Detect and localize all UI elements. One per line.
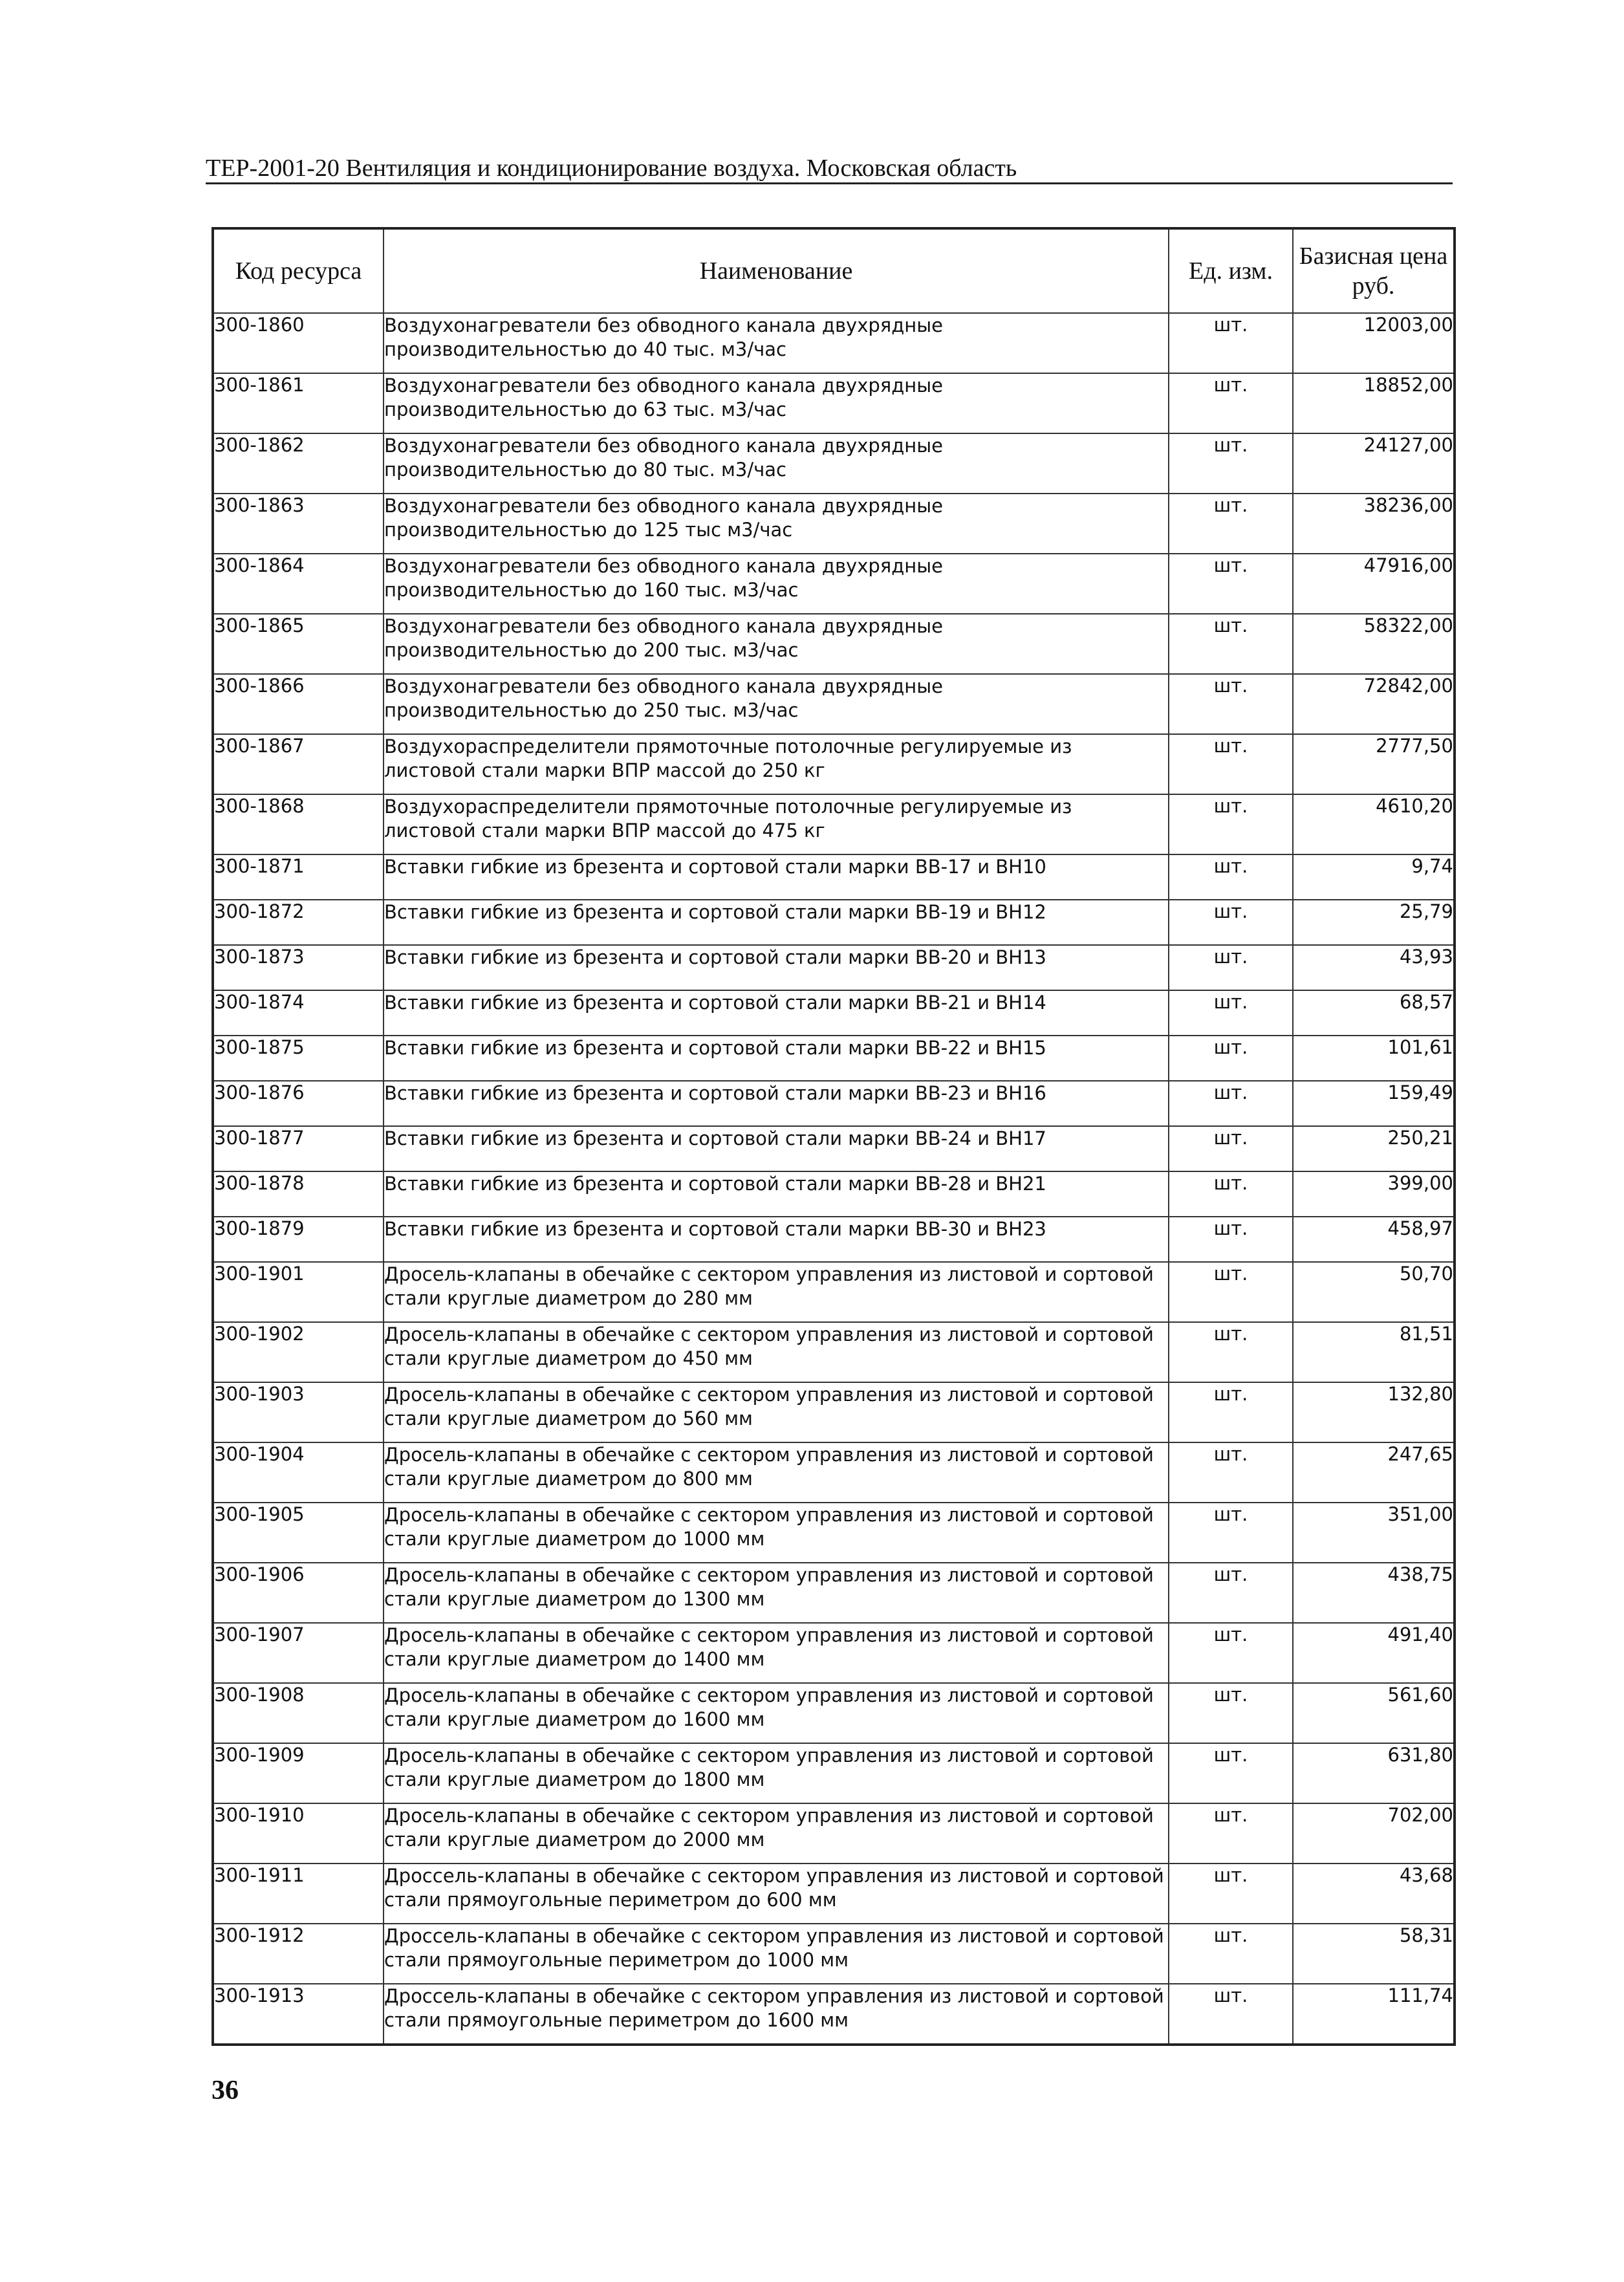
cell-code: 300-1874 bbox=[213, 990, 384, 1036]
cell-code: 300-1904 bbox=[213, 1442, 384, 1503]
table-row bbox=[213, 794, 1455, 854]
cell-name: Дросель-клапаны в обечайке с сектором управления из листовой и сортовой стали круглые диаметром до 1300 мм bbox=[384, 1563, 1169, 1623]
cell-code: 300-1868 bbox=[213, 794, 384, 854]
cell-name: Дроссель-клапаны в обечайке с сектором управления из листовой и сортовой стали прямоугольные периметром до 1600 мм bbox=[384, 1984, 1169, 2045]
table-row bbox=[213, 554, 1455, 614]
cell-price: 561,60 bbox=[1293, 1683, 1455, 1743]
table-row bbox=[213, 854, 1455, 900]
cell-code: 300-1867 bbox=[213, 734, 384, 794]
cell-price: 50,70 bbox=[1293, 1262, 1455, 1322]
cell-code: 300-1910 bbox=[213, 1803, 384, 1864]
cell-name: Дросель-клапаны в обечайке с сектором управления из листовой и сортовой стали круглые диаметром до 1600 мм bbox=[384, 1683, 1169, 1743]
table-row bbox=[213, 1322, 1455, 1382]
cell-name: Вставки гибкие из брезента и сортовой стали марки ВВ-19 и ВН12 bbox=[384, 900, 1169, 945]
cell-name: Дросель-клапаны в обечайке с сектором управления из листовой и сортовой стали круглые диаметром до 1400 мм bbox=[384, 1623, 1169, 1683]
table-row bbox=[213, 1743, 1455, 1803]
page-number: 36 bbox=[211, 2076, 239, 2105]
cell-code: 300-1905 bbox=[213, 1503, 384, 1563]
table-row bbox=[213, 990, 1455, 1036]
table-row bbox=[213, 1126, 1455, 1171]
cell-code: 300-1907 bbox=[213, 1623, 384, 1683]
table-row bbox=[213, 674, 1455, 734]
cell-unit: шт. bbox=[1169, 1864, 1293, 1924]
cell-name: Дросель-клапаны в обечайке с сектором управления из листовой и сортовой стали круглые диаметром до 280 мм bbox=[384, 1262, 1169, 1322]
cell-price: 111,74 bbox=[1293, 1984, 1455, 2045]
cell-code: 300-1908 bbox=[213, 1683, 384, 1743]
cell-name: Дросель-клапаны в обечайке с сектором управления из листовой и сортовой стали круглые диаметром до 800 мм bbox=[384, 1442, 1169, 1503]
cell-unit: шт. bbox=[1169, 854, 1293, 900]
table-row bbox=[213, 313, 1455, 373]
cell-name: Воздухораспределители прямоточные потолочные регулируемые из листовой стали марки ВПР массой до 250 кг bbox=[384, 734, 1169, 794]
cell-name: Дросель-клапаны в обечайке с сектором управления из листовой и сортовой стали круглые диаметром до 560 мм bbox=[384, 1382, 1169, 1442]
table-row bbox=[213, 1442, 1455, 1503]
cell-code: 300-1873 bbox=[213, 945, 384, 990]
table-row bbox=[213, 734, 1455, 794]
cell-name: Воздухонагреватели без обводного канала двухрядные производительностью до 40 тыс. м3/час bbox=[384, 313, 1169, 373]
table-row bbox=[213, 1924, 1455, 1984]
cell-price: 631,80 bbox=[1293, 1743, 1455, 1803]
cell-unit: шт. bbox=[1169, 1442, 1293, 1503]
cell-unit: шт. bbox=[1169, 1503, 1293, 1563]
cell-name: Воздухонагреватели без обводного канала двухрядные производительностью до 63 тыс. м3/час bbox=[384, 373, 1169, 433]
table-row bbox=[213, 1217, 1455, 1262]
cell-code: 300-1876 bbox=[213, 1081, 384, 1126]
cell-unit: шт. bbox=[1169, 945, 1293, 990]
cell-price: 491,40 bbox=[1293, 1623, 1455, 1683]
cell-price: 438,75 bbox=[1293, 1563, 1455, 1623]
column-header-code: Код ресурса bbox=[213, 228, 384, 313]
cell-code: 300-1862 bbox=[213, 433, 384, 494]
cell-code: 300-1875 bbox=[213, 1036, 384, 1081]
cell-name: Вставки гибкие из брезента и сортовой стали марки ВВ-28 и ВН21 bbox=[384, 1171, 1169, 1217]
table-row bbox=[213, 945, 1455, 990]
cell-unit: шт. bbox=[1169, 433, 1293, 494]
cell-price: 47916,00 bbox=[1293, 554, 1455, 614]
cell-name: Вставки гибкие из брезента и сортовой стали марки ВВ-17 и ВН10 bbox=[384, 854, 1169, 900]
cell-code: 300-1864 bbox=[213, 554, 384, 614]
cell-code: 300-1911 bbox=[213, 1864, 384, 1924]
cell-price: 43,93 bbox=[1293, 945, 1455, 990]
cell-unit: шт. bbox=[1169, 1683, 1293, 1743]
cell-code: 300-1878 bbox=[213, 1171, 384, 1217]
cell-code: 300-1872 bbox=[213, 900, 384, 945]
resource-price-table bbox=[211, 227, 1456, 2046]
cell-price: 81,51 bbox=[1293, 1322, 1455, 1382]
table-row bbox=[213, 1864, 1455, 1924]
cell-name: Дросель-клапаны в обечайке с сектором управления из листовой и сортовой стали круглые диаметром до 450 мм bbox=[384, 1322, 1169, 1382]
cell-name: Вставки гибкие из брезента и сортовой стали марки ВВ-30 и ВН23 bbox=[384, 1217, 1169, 1262]
cell-code: 300-1860 bbox=[213, 313, 384, 373]
table-row bbox=[213, 1503, 1455, 1563]
cell-unit: шт. bbox=[1169, 1803, 1293, 1864]
table-row bbox=[213, 494, 1455, 554]
table-row bbox=[213, 614, 1455, 674]
running-header: ТЕР-2001-20 Вентиляция и кондиционирование воздуха. Московская область bbox=[206, 154, 1453, 184]
table-row bbox=[213, 1382, 1455, 1442]
cell-price: 2777,50 bbox=[1293, 734, 1455, 794]
cell-unit: шт. bbox=[1169, 1924, 1293, 1984]
cell-price: 101,61 bbox=[1293, 1036, 1455, 1081]
cell-name: Вставки гибкие из брезента и сортовой стали марки ВВ-21 и ВН14 bbox=[384, 990, 1169, 1036]
table-row bbox=[213, 1683, 1455, 1743]
cell-unit: шт. bbox=[1169, 1322, 1293, 1382]
table-row bbox=[213, 1623, 1455, 1683]
cell-name: Вставки гибкие из брезента и сортовой стали марки ВВ-22 и ВН15 bbox=[384, 1036, 1169, 1081]
cell-unit: шт. bbox=[1169, 1623, 1293, 1683]
cell-code: 300-1865 bbox=[213, 614, 384, 674]
cell-price: 72842,00 bbox=[1293, 674, 1455, 734]
cell-code: 300-1909 bbox=[213, 1743, 384, 1803]
table-row bbox=[213, 1262, 1455, 1322]
cell-price: 458,97 bbox=[1293, 1217, 1455, 1262]
table-row bbox=[213, 1984, 1455, 2045]
cell-name: Вставки гибкие из брезента и сортовой стали марки ВВ-24 и ВН17 bbox=[384, 1126, 1169, 1171]
cell-price: 250,21 bbox=[1293, 1126, 1455, 1171]
cell-unit: шт. bbox=[1169, 734, 1293, 794]
table-row bbox=[213, 1081, 1455, 1126]
cell-price: 12003,00 bbox=[1293, 313, 1455, 373]
cell-name: Дросель-клапаны в обечайке с сектором управления из листовой и сортовой стали круглые диаметром до 1800 мм bbox=[384, 1743, 1169, 1803]
cell-unit: шт. bbox=[1169, 373, 1293, 433]
cell-unit: шт. bbox=[1169, 554, 1293, 614]
cell-name: Вставки гибкие из брезента и сортовой стали марки ВВ-20 и ВН13 bbox=[384, 945, 1169, 990]
table-header-row bbox=[213, 228, 1455, 313]
cell-code: 300-1913 bbox=[213, 1984, 384, 2045]
cell-unit: шт. bbox=[1169, 1382, 1293, 1442]
cell-unit: шт. bbox=[1169, 1126, 1293, 1171]
cell-unit: шт. bbox=[1169, 614, 1293, 674]
cell-code: 300-1901 bbox=[213, 1262, 384, 1322]
column-header-name: Наименование bbox=[384, 228, 1169, 313]
cell-code: 300-1902 bbox=[213, 1322, 384, 1382]
cell-price: 18852,00 bbox=[1293, 373, 1455, 433]
table-row bbox=[213, 1036, 1455, 1081]
table-row bbox=[213, 900, 1455, 945]
table-row bbox=[213, 1171, 1455, 1217]
cell-unit: шт. bbox=[1169, 1217, 1293, 1262]
cell-code: 300-1906 bbox=[213, 1563, 384, 1623]
cell-unit: шт. bbox=[1169, 1081, 1293, 1126]
column-header-unit: Ед. изм. bbox=[1169, 228, 1293, 313]
table-row bbox=[213, 373, 1455, 433]
cell-price: 9,74 bbox=[1293, 854, 1455, 900]
cell-price: 351,00 bbox=[1293, 1503, 1455, 1563]
column-header-price-line2: руб. bbox=[1352, 272, 1395, 299]
cell-price: 43,68 bbox=[1293, 1864, 1455, 1924]
cell-name: Вставки гибкие из брезента и сортовой стали марки ВВ-23 и ВН16 bbox=[384, 1081, 1169, 1126]
cell-price: 4610,20 bbox=[1293, 794, 1455, 854]
cell-code: 300-1903 bbox=[213, 1382, 384, 1442]
cell-price: 132,80 bbox=[1293, 1382, 1455, 1442]
cell-name: Воздухонагреватели без обводного канала двухрядные производительностью до 200 тыс. м3/час bbox=[384, 614, 1169, 674]
cell-code: 300-1912 bbox=[213, 1924, 384, 1984]
cell-unit: шт. bbox=[1169, 1563, 1293, 1623]
cell-name: Дроссель-клапаны в обечайке с сектором управления из листовой и сортовой стали прямоугольные периметром до 600 мм bbox=[384, 1864, 1169, 1924]
cell-price: 159,49 bbox=[1293, 1081, 1455, 1126]
cell-unit: шт. bbox=[1169, 674, 1293, 734]
cell-name: Воздухонагреватели без обводного канала двухрядные производительностью до 160 тыс. м3/час bbox=[384, 554, 1169, 614]
cell-price: 38236,00 bbox=[1293, 494, 1455, 554]
cell-unit: шт. bbox=[1169, 1984, 1293, 2045]
cell-price: 399,00 bbox=[1293, 1171, 1455, 1217]
table-row bbox=[213, 1803, 1455, 1864]
cell-unit: шт. bbox=[1169, 494, 1293, 554]
cell-unit: шт. bbox=[1169, 1743, 1293, 1803]
cell-price: 58,31 bbox=[1293, 1924, 1455, 1984]
cell-price: 702,00 bbox=[1293, 1803, 1455, 1864]
cell-unit: шт. bbox=[1169, 1171, 1293, 1217]
cell-unit: шт. bbox=[1169, 900, 1293, 945]
table-row bbox=[213, 1563, 1455, 1623]
column-header-price bbox=[1293, 228, 1455, 313]
cell-name: Воздухонагреватели без обводного канала двухрядные производительностью до 80 тыс. м3/час bbox=[384, 433, 1169, 494]
cell-price: 68,57 bbox=[1293, 990, 1455, 1036]
cell-unit: шт. bbox=[1169, 794, 1293, 854]
cell-name: Воздухонагреватели без обводного канала двухрядные производительностью до 250 тыс. м3/час bbox=[384, 674, 1169, 734]
cell-code: 300-1861 bbox=[213, 373, 384, 433]
cell-unit: шт. bbox=[1169, 990, 1293, 1036]
cell-code: 300-1871 bbox=[213, 854, 384, 900]
cell-unit: шт. bbox=[1169, 1262, 1293, 1322]
cell-name: Воздухораспределители прямоточные потолочные регулируемые из листовой стали марки ВПР массой до 475 кг bbox=[384, 794, 1169, 854]
cell-code: 300-1863 bbox=[213, 494, 384, 554]
cell-name: Дроссель-клапаны в обечайке с сектором управления из листовой и сортовой стали прямоугольные периметром до 1000 мм bbox=[384, 1924, 1169, 1984]
cell-name: Дросель-клапаны в обечайке с сектором управления из листовой и сортовой стали круглые диаметром до 1000 мм bbox=[384, 1503, 1169, 1563]
cell-code: 300-1879 bbox=[213, 1217, 384, 1262]
cell-price: 247,65 bbox=[1293, 1442, 1455, 1503]
cell-price: 24127,00 bbox=[1293, 433, 1455, 494]
table-row bbox=[213, 433, 1455, 494]
cell-name: Воздухонагреватели без обводного канала двухрядные производительностью до 125 тыс м3/час bbox=[384, 494, 1169, 554]
cell-unit: шт. bbox=[1169, 313, 1293, 373]
cell-code: 300-1866 bbox=[213, 674, 384, 734]
column-header-price-line1: Базисная цена bbox=[1299, 243, 1448, 270]
cell-price: 25,79 bbox=[1293, 900, 1455, 945]
cell-unit: шт. bbox=[1169, 1036, 1293, 1081]
cell-name: Дросель-клапаны в обечайке с сектором управления из листовой и сортовой стали круглые диаметром до 2000 мм bbox=[384, 1803, 1169, 1864]
cell-code: 300-1877 bbox=[213, 1126, 384, 1171]
cell-price: 58322,00 bbox=[1293, 614, 1455, 674]
